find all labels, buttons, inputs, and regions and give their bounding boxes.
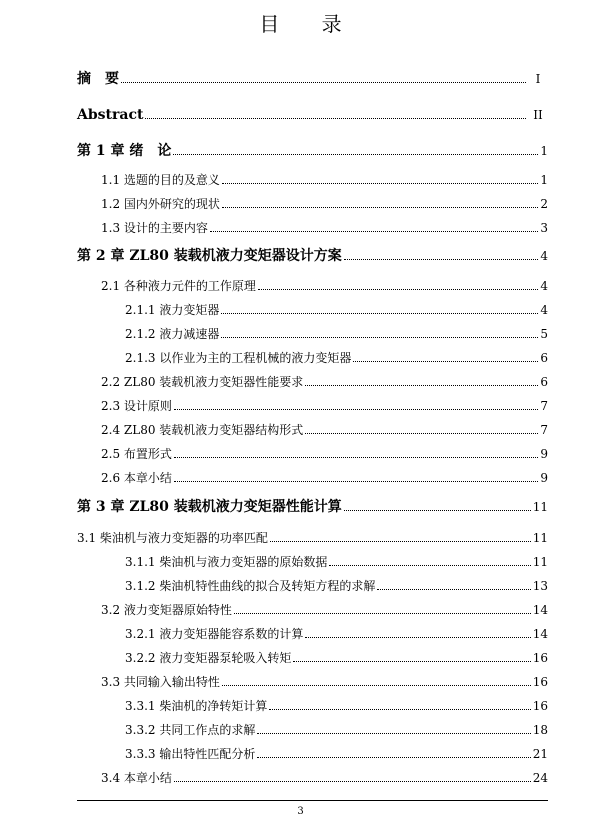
toc-leader-dots bbox=[174, 409, 538, 410]
toc-entry-chapter-3[interactable] bbox=[77, 497, 548, 515]
toc-entry-chapter-2[interactable] bbox=[77, 246, 548, 264]
footer-divider bbox=[77, 800, 548, 801]
toc-entry-page: 9 bbox=[540, 471, 548, 485]
toc-entry-label: 2.1 各种液力元件的工作原理 bbox=[101, 279, 256, 293]
toc-entry-2-1-1[interactable] bbox=[125, 300, 548, 318]
toc-entry-label: 1.3 设计的主要内容 bbox=[101, 221, 208, 235]
toc-entry-label: 第 3 章 ZL80 装载机液力变矩器性能计算 bbox=[77, 499, 342, 515]
toc-entry-1-3[interactable] bbox=[101, 218, 548, 236]
toc-leader-dots bbox=[257, 733, 530, 734]
toc-entry-abstract-cn[interactable] bbox=[77, 69, 548, 87]
toc-entry-label: 2.6 本章小结 bbox=[101, 471, 172, 485]
toc-entry-2-2[interactable] bbox=[101, 372, 548, 390]
toc-leader-dots bbox=[221, 337, 538, 338]
toc-entry-page: 5 bbox=[540, 327, 548, 341]
toc-leader-dots bbox=[269, 709, 530, 710]
toc-entry-2-3[interactable] bbox=[101, 396, 548, 414]
toc-entry-label: 1.2 国内外研究的现状 bbox=[101, 197, 220, 211]
toc-entry-page: 14 bbox=[532, 603, 548, 617]
toc-entry-page: 16 bbox=[532, 675, 548, 689]
toc-entry-3-1-1[interactable] bbox=[125, 552, 548, 570]
toc-entry-label: 3.3.1 柴油机的净转矩计算 bbox=[125, 699, 268, 713]
toc-leader-dots bbox=[305, 637, 530, 638]
toc-entry-label: 3.3.2 共同工作点的求解 bbox=[125, 723, 256, 737]
toc-leader-dots bbox=[377, 589, 530, 590]
toc-entry-page: 1 bbox=[540, 144, 548, 158]
toc-entry-page: 3 bbox=[540, 221, 548, 235]
toc-entry-page: 2 bbox=[540, 197, 548, 211]
toc-entry-page: 21 bbox=[532, 747, 548, 761]
toc-leader-dots bbox=[174, 457, 538, 458]
toc-leader-dots bbox=[174, 781, 531, 782]
toc-entry-label: 2.4 ZL80 装载机液力变矩器结构形式 bbox=[101, 423, 304, 437]
toc-entry-label: 3.1.2 柴油机特性曲线的拟合及转矩方程的求解 bbox=[125, 579, 376, 593]
toc-leader-dots bbox=[234, 613, 531, 614]
toc-entry-page: 6 bbox=[540, 375, 548, 389]
toc-entry-label: 2.1.1 液力变矩器 bbox=[125, 303, 220, 317]
toc-leader-dots bbox=[293, 661, 530, 662]
toc-entry-page: 24 bbox=[532, 771, 548, 785]
toc-leader-dots bbox=[344, 259, 539, 260]
toc-entry-page: 18 bbox=[532, 723, 548, 737]
toc-leader-dots bbox=[329, 565, 530, 566]
toc-entry-page: 1 bbox=[540, 173, 548, 187]
toc-leader-dots bbox=[222, 183, 538, 184]
toc-entry-3-2-1[interactable] bbox=[125, 624, 548, 642]
toc-entry-2-1[interactable] bbox=[101, 276, 548, 294]
toc-entry-page: 11 bbox=[532, 555, 548, 569]
toc-entry-2-1-2[interactable] bbox=[125, 324, 548, 342]
toc-entry-page: 7 bbox=[540, 423, 548, 437]
toc-leader-dots bbox=[344, 510, 531, 511]
toc-entry-label: 3.1.1 柴油机与液力变矩器的原始数据 bbox=[125, 555, 328, 569]
toc-leader-dots bbox=[305, 385, 538, 386]
toc-leader-dots bbox=[258, 289, 538, 290]
toc-entry-3-2-2[interactable] bbox=[125, 648, 548, 666]
toc-entry-chapter-1[interactable] bbox=[77, 141, 548, 159]
toc-entry-label: 3.4 本章小结 bbox=[101, 771, 172, 785]
toc-entry-label: Abstract bbox=[77, 107, 144, 123]
toc-entry-3-1-2[interactable] bbox=[125, 576, 548, 594]
toc-entry-label: 2.3 设计原则 bbox=[101, 399, 172, 413]
toc-entry-page: 9 bbox=[540, 447, 548, 461]
toc-leader-dots bbox=[221, 313, 538, 314]
toc-entry-2-6[interactable] bbox=[101, 468, 548, 486]
toc-entry-page: 16 bbox=[532, 651, 548, 665]
toc-leader-dots bbox=[121, 82, 526, 83]
toc-entry-1-1[interactable] bbox=[101, 170, 548, 188]
toc-entry-2-5[interactable] bbox=[101, 444, 548, 462]
toc-entry-label: 第 2 章 ZL80 装载机液力变矩器设计方案 bbox=[77, 248, 342, 264]
toc-entry-1-2[interactable] bbox=[101, 194, 548, 212]
toc-entry-label: 3.1 柴油机与液力变矩器的功率匹配 bbox=[77, 531, 268, 545]
toc-entry-label: 2.5 布置形式 bbox=[101, 447, 172, 461]
toc-leader-dots bbox=[222, 685, 531, 686]
toc-leader-dots bbox=[173, 154, 538, 155]
toc-entry-2-1-3[interactable] bbox=[125, 348, 548, 366]
toc-leader-dots bbox=[270, 541, 531, 542]
toc-entry-label: 2.1.2 液力减速器 bbox=[125, 327, 220, 341]
toc-entry-3-3-2[interactable] bbox=[125, 720, 548, 738]
toc-entry-page: II bbox=[533, 108, 543, 122]
toc-entry-page: 4 bbox=[540, 279, 548, 293]
toc-entry-label: 1.1 选题的目的及意义 bbox=[101, 173, 220, 187]
toc-entry-3-3[interactable] bbox=[101, 672, 548, 690]
toc-entry-label: 第 1 章 绪 论 bbox=[77, 143, 172, 159]
toc-entry-label: 3.2 液力变矩器原始特性 bbox=[101, 603, 232, 617]
toc-entry-label: 3.2.2 液力变矩器泵轮吸入转矩 bbox=[125, 651, 292, 665]
toc-title: 目 录 bbox=[259, 12, 360, 36]
toc-entry-page: 4 bbox=[540, 249, 548, 263]
toc-entry-3-3-1[interactable] bbox=[125, 696, 548, 714]
toc-entry-page: 13 bbox=[532, 579, 548, 593]
toc-entry-3-1[interactable] bbox=[77, 528, 548, 546]
toc-leader-dots bbox=[210, 231, 538, 232]
toc-entry-label: 2.1.3 以作业为主的工程机械的液力变矩器 bbox=[125, 351, 352, 365]
toc-leader-dots bbox=[145, 118, 526, 119]
toc-entry-page: 6 bbox=[540, 351, 548, 365]
toc-entry-label: 3.3.3 输出特性匹配分析 bbox=[125, 747, 256, 761]
toc-entry-page: I bbox=[535, 72, 541, 86]
toc-entry-page: 4 bbox=[540, 303, 548, 317]
toc-leader-dots bbox=[222, 207, 538, 208]
toc-entry-page: 11 bbox=[532, 500, 548, 514]
toc-entry-page: 14 bbox=[532, 627, 548, 641]
toc-entry-label: 3.3 共同输入输出特性 bbox=[101, 675, 220, 689]
toc-entry-abstract-en[interactable] bbox=[77, 105, 548, 123]
page-number: 3 bbox=[297, 806, 304, 817]
toc-entry-label: 摘 要 bbox=[77, 71, 119, 87]
toc-entry-label: 2.2 ZL80 装载机液力变矩器性能要求 bbox=[101, 375, 304, 389]
toc-leader-dots bbox=[257, 757, 530, 758]
toc-entry-label: 3.2.1 液力变矩器能容系数的计算 bbox=[125, 627, 304, 641]
toc-entry-3-3-3[interactable] bbox=[125, 744, 548, 762]
toc-entry-2-4[interactable] bbox=[101, 420, 548, 438]
toc-entry-page: 7 bbox=[540, 399, 548, 413]
toc-leader-dots bbox=[174, 481, 538, 482]
toc-entry-page: 16 bbox=[532, 699, 548, 713]
toc-leader-dots bbox=[305, 433, 538, 434]
toc-entry-page: 11 bbox=[532, 531, 548, 545]
toc-entry-3-4[interactable] bbox=[101, 768, 548, 786]
toc-leader-dots bbox=[353, 361, 538, 362]
toc-entry-3-2[interactable] bbox=[101, 600, 548, 618]
